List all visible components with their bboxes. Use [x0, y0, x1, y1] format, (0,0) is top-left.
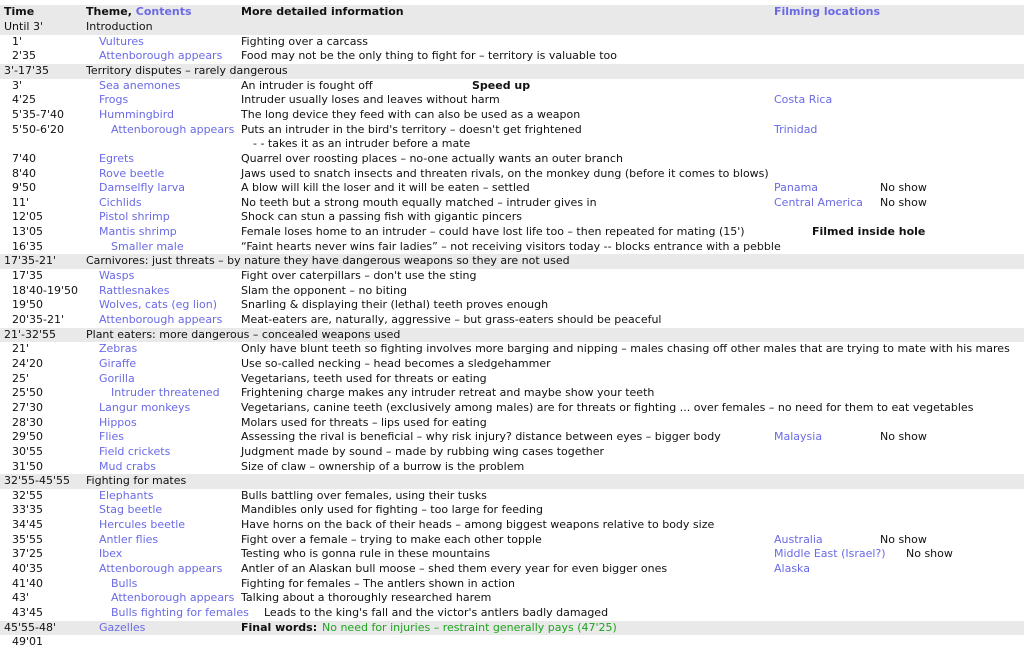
time-cell: 3'	[12, 78, 23, 92]
time-cell: 24'20	[12, 356, 44, 370]
theme-cell: Zebras	[99, 342, 138, 356]
time-cell: 32'55	[12, 488, 44, 502]
info-cell: Quarrel over roosting places – no-one actually wants an outer branch	[241, 151, 623, 165]
theme-cell: Attenborough appears	[99, 313, 223, 326]
info-cell: - - takes it as an intruder before a mate	[253, 137, 471, 151]
header-locations: Filming locations	[774, 5, 881, 18]
theme-cell: Giraffe	[99, 356, 137, 370]
table-row	[0, 445, 1024, 460]
location-cell: Middle East (Israel?)	[774, 547, 886, 561]
theme-cell: Frogs	[99, 93, 129, 107]
note-bold: Speed up	[472, 78, 531, 92]
time-cell: 7'40	[12, 151, 37, 165]
table-row	[0, 152, 1024, 167]
time-cell: 43'45	[12, 606, 44, 619]
table-row	[0, 372, 1024, 387]
theme-cell: Egrets	[99, 151, 135, 165]
show-note: No show	[880, 532, 927, 546]
info-cell: Vegetarians, teeth used for threats or eating	[241, 371, 487, 385]
theme-cell: Wasps	[99, 269, 135, 283]
table-row	[0, 518, 1024, 533]
info-cell: Fighting for females – The antlers shown in action	[241, 576, 515, 590]
location-cell: Alaska	[774, 562, 810, 576]
table-row	[0, 108, 1024, 123]
table-row	[0, 181, 1024, 196]
theme-cell: Flies	[99, 430, 124, 444]
location-cell: Trinidad	[774, 122, 818, 136]
table-row	[0, 284, 1024, 299]
header-time: Time	[4, 5, 35, 18]
time-cell: 31'50	[12, 459, 44, 473]
time-cell: 41'40	[12, 576, 44, 590]
section-row	[0, 328, 1024, 343]
time-cell: 35'55	[12, 532, 44, 546]
final-words-text: No need for injuries – restraint generally pays (47'25)	[322, 620, 617, 634]
table-row	[0, 298, 1024, 313]
info-cell: Use so-called necking – head becomes a sledgehammer	[241, 356, 551, 370]
info-cell: An intruder is fought off	[241, 78, 373, 92]
theme-cell: Ibex	[99, 547, 123, 561]
theme-cell: Intruder threatened	[111, 386, 220, 400]
show-note: No show	[880, 181, 927, 195]
theme-cell: Attenborough appears	[111, 591, 235, 605]
theme-cell: Attenborough appears	[99, 49, 223, 63]
info-cell: No teeth but a strong mouth equally matched – intruder gives in	[241, 195, 597, 209]
time-cell: 33'35	[12, 503, 44, 517]
info-cell: Have horns on the back of their heads – among biggest weapons relative to body size	[241, 518, 715, 532]
table-row	[0, 577, 1024, 592]
theme-cell: Elephants	[99, 488, 154, 502]
info-cell: Fight over caterpillars – don't use the sting	[241, 269, 477, 283]
table-row	[0, 35, 1024, 50]
location-cell: Australia	[774, 532, 823, 546]
time-cell: 25'50	[12, 386, 44, 400]
time-cell: 19'50	[12, 298, 44, 312]
theme-cell: Territory disputes – rarely dangerous	[86, 63, 288, 77]
theme-cell: Fighting for mates	[86, 474, 187, 488]
info-cell: Vegetarians, canine teeth (exclusively among males) are for threats or fighting ... over females – no need for them to eat vegetables	[241, 400, 974, 414]
section-row	[0, 621, 1024, 636]
table-row	[0, 460, 1024, 475]
theme-cell: Bulls fighting for females	[111, 606, 249, 619]
location-cell: Central America	[774, 195, 863, 209]
theme-cell: Gorilla	[99, 371, 135, 385]
header-info: More detailed information	[241, 5, 404, 18]
info-cell: Fighting over a carcass	[241, 34, 368, 48]
table-row	[0, 386, 1024, 401]
location-cell: Malaysia	[774, 430, 823, 444]
time-cell: 28'30	[12, 415, 44, 429]
table-row	[0, 210, 1024, 225]
info-cell: Snarling & displaying their (lethal) teeth proves enough	[241, 298, 549, 312]
time-cell: 12'05	[12, 210, 44, 224]
time-cell: 18'40-19'50	[12, 283, 79, 297]
table-row	[0, 225, 1024, 240]
note-bold: Filmed inside hole	[812, 225, 926, 239]
table-row	[0, 357, 1024, 372]
time-cell: 8'40	[12, 166, 37, 180]
theme-cell: Rattlesnakes	[99, 283, 170, 297]
table-row	[0, 430, 1024, 445]
time-cell: 11'	[12, 195, 30, 209]
table-row	[0, 49, 1024, 64]
theme-cell: Pistol shrimp	[99, 210, 170, 224]
table-row	[0, 401, 1024, 416]
time-cell: 3'-17'35	[4, 63, 50, 77]
info-cell: Only have blunt teeth so fighting involves more barging and nipping – males chasing off other males that are trying to mate with his mares	[241, 342, 1010, 356]
location-cell: Panama	[774, 181, 819, 195]
location-cell: Costa Rica	[774, 93, 833, 107]
header-theme-label: Theme,	[86, 5, 132, 18]
table-row	[0, 269, 1024, 284]
time-cell: 21'	[12, 342, 30, 356]
theme-cell: Introduction	[86, 20, 153, 33]
time-cell: 21'-32'55	[4, 327, 57, 341]
time-cell: 27'30	[12, 400, 44, 414]
table-row	[0, 123, 1024, 138]
time-cell: Until 3'	[4, 20, 43, 33]
theme-cell: Plant eaters: more dangerous – concealed weapons used	[86, 327, 401, 341]
info-cell: Jaws used to snatch insects and threaten rivals, on the monkey dung (before it comes to blows)	[241, 166, 769, 180]
info-cell: Size of claw – ownership of a burrow is the problem	[241, 459, 525, 473]
theme-cell: Rove beetle	[99, 166, 165, 180]
time-cell: 20'35-21'	[12, 313, 65, 326]
info-cell: A blow will kill the loser and it will be eaten – settled	[241, 181, 530, 195]
table-row	[0, 533, 1024, 548]
info-cell: Assessing the rival is beneficial – why risk injury? distance between eyes – bigger body	[241, 430, 721, 444]
time-cell: 17'35-21'	[4, 254, 57, 268]
time-cell: 45'55-48'	[4, 620, 57, 634]
table-row	[0, 416, 1024, 431]
header-theme	[86, 5, 192, 20]
theme-cell: Sea anemones	[99, 78, 181, 92]
table-row	[0, 313, 1024, 328]
info-cell: Female loses home to an intruder – could have lost life too – then repeated for mating (15')	[241, 225, 745, 239]
theme-cell: Bulls	[111, 576, 138, 590]
theme-cell: Antler flies	[99, 532, 159, 546]
info-cell: Testing who is gonna rule in these mountains	[241, 547, 491, 561]
info-cell: The long device they feed with can also be used as a weapon	[241, 107, 581, 121]
info-cell: Puts an intruder in the bird's territory – doesn't get frightened	[241, 122, 582, 136]
table-row	[0, 489, 1024, 504]
table-row	[0, 137, 1024, 152]
theme-cell: Attenborough appears	[99, 562, 223, 576]
info-cell: Intruder usually loses and leaves without harm	[241, 93, 500, 107]
info-cell: Shock can stun a passing fish with gigantic pincers	[241, 210, 522, 224]
table-row	[0, 503, 1024, 518]
show-note: No show	[880, 430, 927, 444]
info-cell: Fight over a female – trying to make each other topple	[241, 532, 542, 546]
theme-cell: Gazelles	[99, 620, 146, 634]
time-cell: 5'50-6'20	[12, 122, 65, 136]
header-contents: Contents	[135, 5, 192, 18]
info-cell: Meat-eaters are, naturally, aggressive – but grass-eaters should be peaceful	[241, 313, 662, 326]
time-cell: 34'45	[12, 518, 44, 532]
time-cell: 13'05	[12, 225, 44, 239]
header-row	[0, 5, 1024, 20]
table-row	[0, 342, 1024, 357]
theme-cell: Hippos	[99, 415, 137, 429]
theme-cell: Vultures	[99, 34, 144, 48]
info-cell: Molars used for threats – lips used for eating	[241, 415, 487, 429]
time-cell: 25'	[12, 371, 30, 385]
section-row	[0, 254, 1024, 269]
theme-cell: Hummingbird	[99, 107, 175, 121]
table-row	[0, 562, 1024, 577]
theme-cell: Langur monkeys	[99, 400, 191, 414]
time-cell: 9'50	[12, 181, 37, 195]
info-cell: Bulls battling over females, using their tusks	[241, 488, 487, 502]
info-cell: Slam the opponent – no biting	[241, 283, 408, 297]
time-cell: 2'35	[12, 49, 37, 63]
table-row	[0, 79, 1024, 94]
theme-cell: Attenborough appears	[111, 122, 235, 136]
theme-cell: Carnivores: just threats – by nature they have dangerous weapons so they are not used	[86, 254, 570, 268]
info-cell: Mandibles only used for fighting – too large for feeding	[241, 503, 543, 517]
show-note: No show	[880, 195, 927, 209]
time-cell: 37'25	[12, 547, 44, 561]
theme-cell: Mud crabs	[99, 459, 156, 473]
info-cell: Frightening charge makes any intruder retreat and maybe show your teeth	[241, 386, 655, 400]
time-cell: 16'35	[12, 239, 44, 253]
time-cell: 40'35	[12, 562, 44, 576]
show-note: No show	[906, 547, 953, 561]
table-row	[0, 635, 1024, 650]
time-cell: 30'55	[12, 444, 44, 458]
theme-cell: Hercules beetle	[99, 518, 186, 532]
table-row	[0, 167, 1024, 182]
time-cell: 4'25	[12, 93, 37, 107]
info-cell: Leads to the king's fall and the victor's antlers badly damaged	[264, 606, 609, 619]
theme-cell: Damselfly larva	[99, 181, 185, 195]
theme-cell: Stag beetle	[99, 503, 163, 517]
theme-cell: Cichlids	[99, 195, 142, 209]
section-row	[0, 474, 1024, 489]
section-row	[0, 20, 1024, 35]
theme-cell: Wolves, cats (eg lion)	[99, 298, 217, 312]
info-cell: “Faint hearts never wins fair ladies” – not receiving visitors today -- blocks entrance with a pebble	[241, 239, 781, 253]
time-cell: 43'	[12, 591, 30, 605]
final-words-label: Final words:	[241, 620, 318, 634]
info-cell: Food may not be the only thing to fight for – territory is valuable too	[241, 49, 617, 63]
time-cell: 1'	[12, 34, 23, 48]
info-cell: Talking about a thoroughly researched harem	[241, 591, 492, 605]
time-cell: 29'50	[12, 430, 44, 444]
time-cell: 17'35	[12, 269, 44, 283]
table-row	[0, 606, 1024, 621]
time-cell: 32'55-45'55	[4, 474, 71, 488]
info-cell: Antler of an Alaskan bull moose – shed them every year for even bigger ones	[241, 562, 668, 576]
table-row	[0, 240, 1024, 255]
info-cell: Judgment made by sound – made by rubbing wing cases together	[241, 444, 605, 458]
section-row	[0, 64, 1024, 79]
theme-cell: Mantis shrimp	[99, 225, 177, 239]
theme-cell: Smaller male	[111, 239, 184, 253]
table-row	[0, 196, 1024, 211]
table-row	[0, 591, 1024, 606]
time-cell: 49'01	[12, 635, 44, 649]
theme-cell: Field crickets	[99, 444, 171, 458]
table-row	[0, 93, 1024, 108]
table-row	[0, 547, 1024, 562]
time-cell: 5'35-7'40	[12, 107, 65, 121]
